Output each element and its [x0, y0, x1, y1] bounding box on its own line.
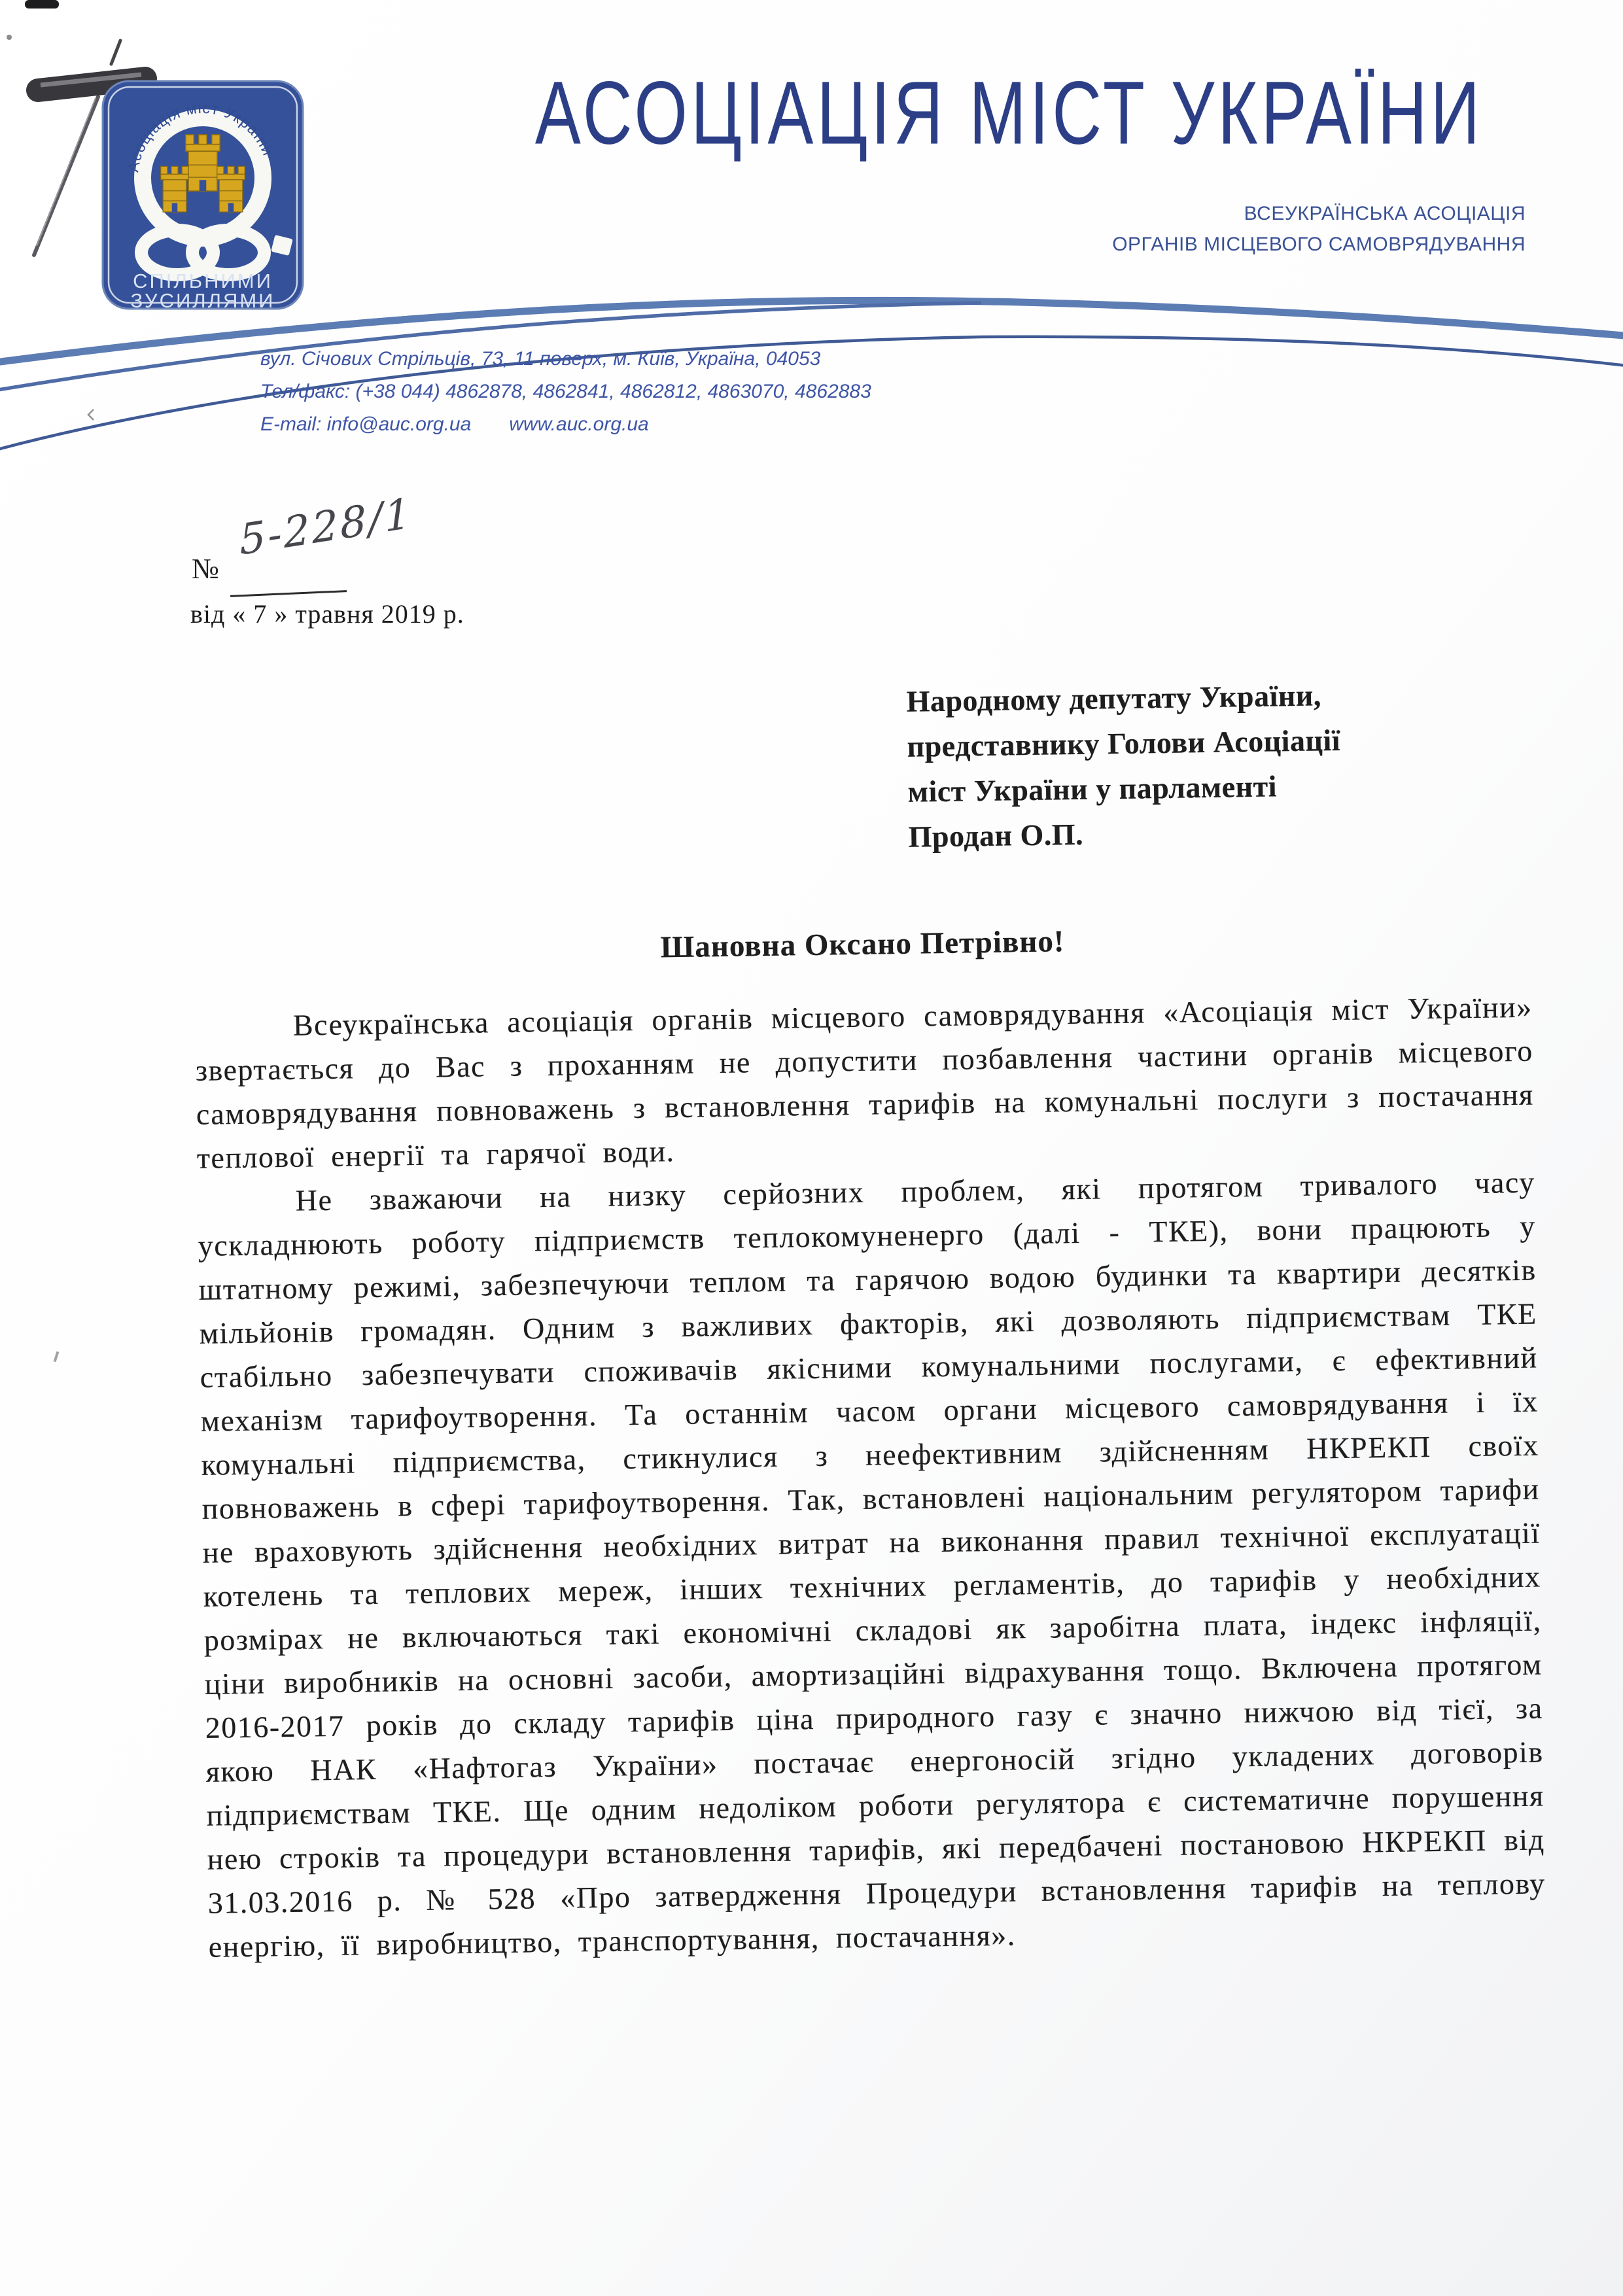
- website-text: www.auc.org.ua: [509, 413, 649, 435]
- organization-subtitle: [1112, 198, 1526, 260]
- scan-dot: [7, 35, 12, 40]
- contact-block: [260, 343, 871, 441]
- recipient-line: Продан О.П.: [908, 817, 1084, 854]
- scan-smudge: [25, 0, 59, 9]
- recipient-block: [906, 670, 1530, 860]
- letter-paragraph: Не зважаючи на низку серйозних проблем, які протягом тривалого часу ускладнюють роботу підприємств теплокомуненерго (далі - ТКЕ), вони працюють у штатному режимі, забезпечуючи теплом та гарячою водою будинки та квартири десятків мільйонів громадян. Одним з важливих факторів, які дозволяють підприємствам ТКЕ стабільно забезпечувати споживачів якісними комунальними послугами, є ефективний механізм тарифоутворення. Та останнім часом органи місцевого самоврядування і їх комунальні підприємства, стикнулися з неефективним здійсненням НКРЕКП своїх повноважень в сфері тарифоутворення. Так, встановлені національним регулятором тарифи не враховують здійснення необхідних витрат на виконання правил технічної експлуатації котелень та теплових мереж, інших технічних регламентів, до тарифів у необхідних розмірах не включаються такі економічні складові як заробітна плата, індекс інфляції, ціни виробників на основні засоби, амортизаційні відрахування тощо. Включена протягом 2016-2017 років до складу тарифів ціна природного газу є значно нижчою від тієї, за якою НАК «Нафтогаз України» постачає енергоносій згідно укладених договорів підприємствам ТКЕ. Ще одним недоліком роботи регулятора є систематичне порушення нею строків та процедури встановлення тарифів, які передбачені постановою НКРЕКП від 31.03.2016 р. № 528 «Про затвердження Процедури встановлення тарифів на теплову енергію, її виробництво, транспортування, постачання».: [198, 1165, 1546, 1964]
- email-text: E-mail: info@auc.org.ua: [260, 413, 472, 435]
- scan-artifact-mark: [86, 408, 96, 421]
- letter-body: [190, 661, 1546, 1969]
- salutation: Шановна Оксано Петрівно!: [660, 924, 1065, 965]
- pushpin-needle: [34, 97, 98, 255]
- recipient-line: Народному депутату України,: [906, 678, 1322, 718]
- subtitle-line1: ВСЕУКРАЇНСЬКА АСОЦІАЦІЯ: [1244, 203, 1526, 224]
- castle-tower-icon: [161, 166, 189, 212]
- logo-motto-line2: ЗУСИЛЛЯМИ: [130, 289, 275, 310]
- date-line: від « 7 » травня 2019 р.: [190, 599, 464, 629]
- organization-title: АСОЦІАЦІЯ МІСТ УКРАЇНИ: [535, 63, 1484, 164]
- address-line: вул. Січових Стрільців, 73, 11 поверх, м. Київ, Україна, 04053: [260, 348, 821, 370]
- reference-underline: [230, 590, 347, 597]
- pushpin-needle-highlight: [37, 98, 96, 246]
- email-line: [260, 408, 871, 441]
- letter-paragraph: Всеукраїнська асоціація органів місцевого самоврядування «Асоціація міст України» звертається до Вас з проханням не допустити позбавлення частини органів місцевого самоврядування повноважень з встановлення тарифів на комунальні послуги з постачання теплової енергії та гарячої води.: [195, 990, 1534, 1175]
- auc-logo: [101, 80, 304, 310]
- recipient-line: представнику Голови Асоціації: [907, 723, 1341, 763]
- logo-motto-line1: СПІЛЬНИМИ: [133, 270, 273, 292]
- scan-artifact-mark: [54, 1351, 60, 1362]
- logo-ring-text: Асоціація міст України: [124, 99, 277, 173]
- reference-number-handwritten: 5-228/1: [238, 489, 414, 565]
- pushpin-tip: [111, 41, 120, 64]
- castle-tower-icon: [186, 135, 220, 191]
- castle-tower-icon: [217, 166, 245, 212]
- phone-line: Тел/факс: (+38 044) 4862878, 4862841, 4862812, 4863070, 4862883: [260, 381, 871, 402]
- recipient-line: міст України у парламенті: [907, 769, 1278, 809]
- subtitle-line2: ОРГАНІВ МІСЦЕВОГО САМОВРЯДУВАННЯ: [1112, 234, 1526, 255]
- reference-number-label: №: [192, 553, 219, 585]
